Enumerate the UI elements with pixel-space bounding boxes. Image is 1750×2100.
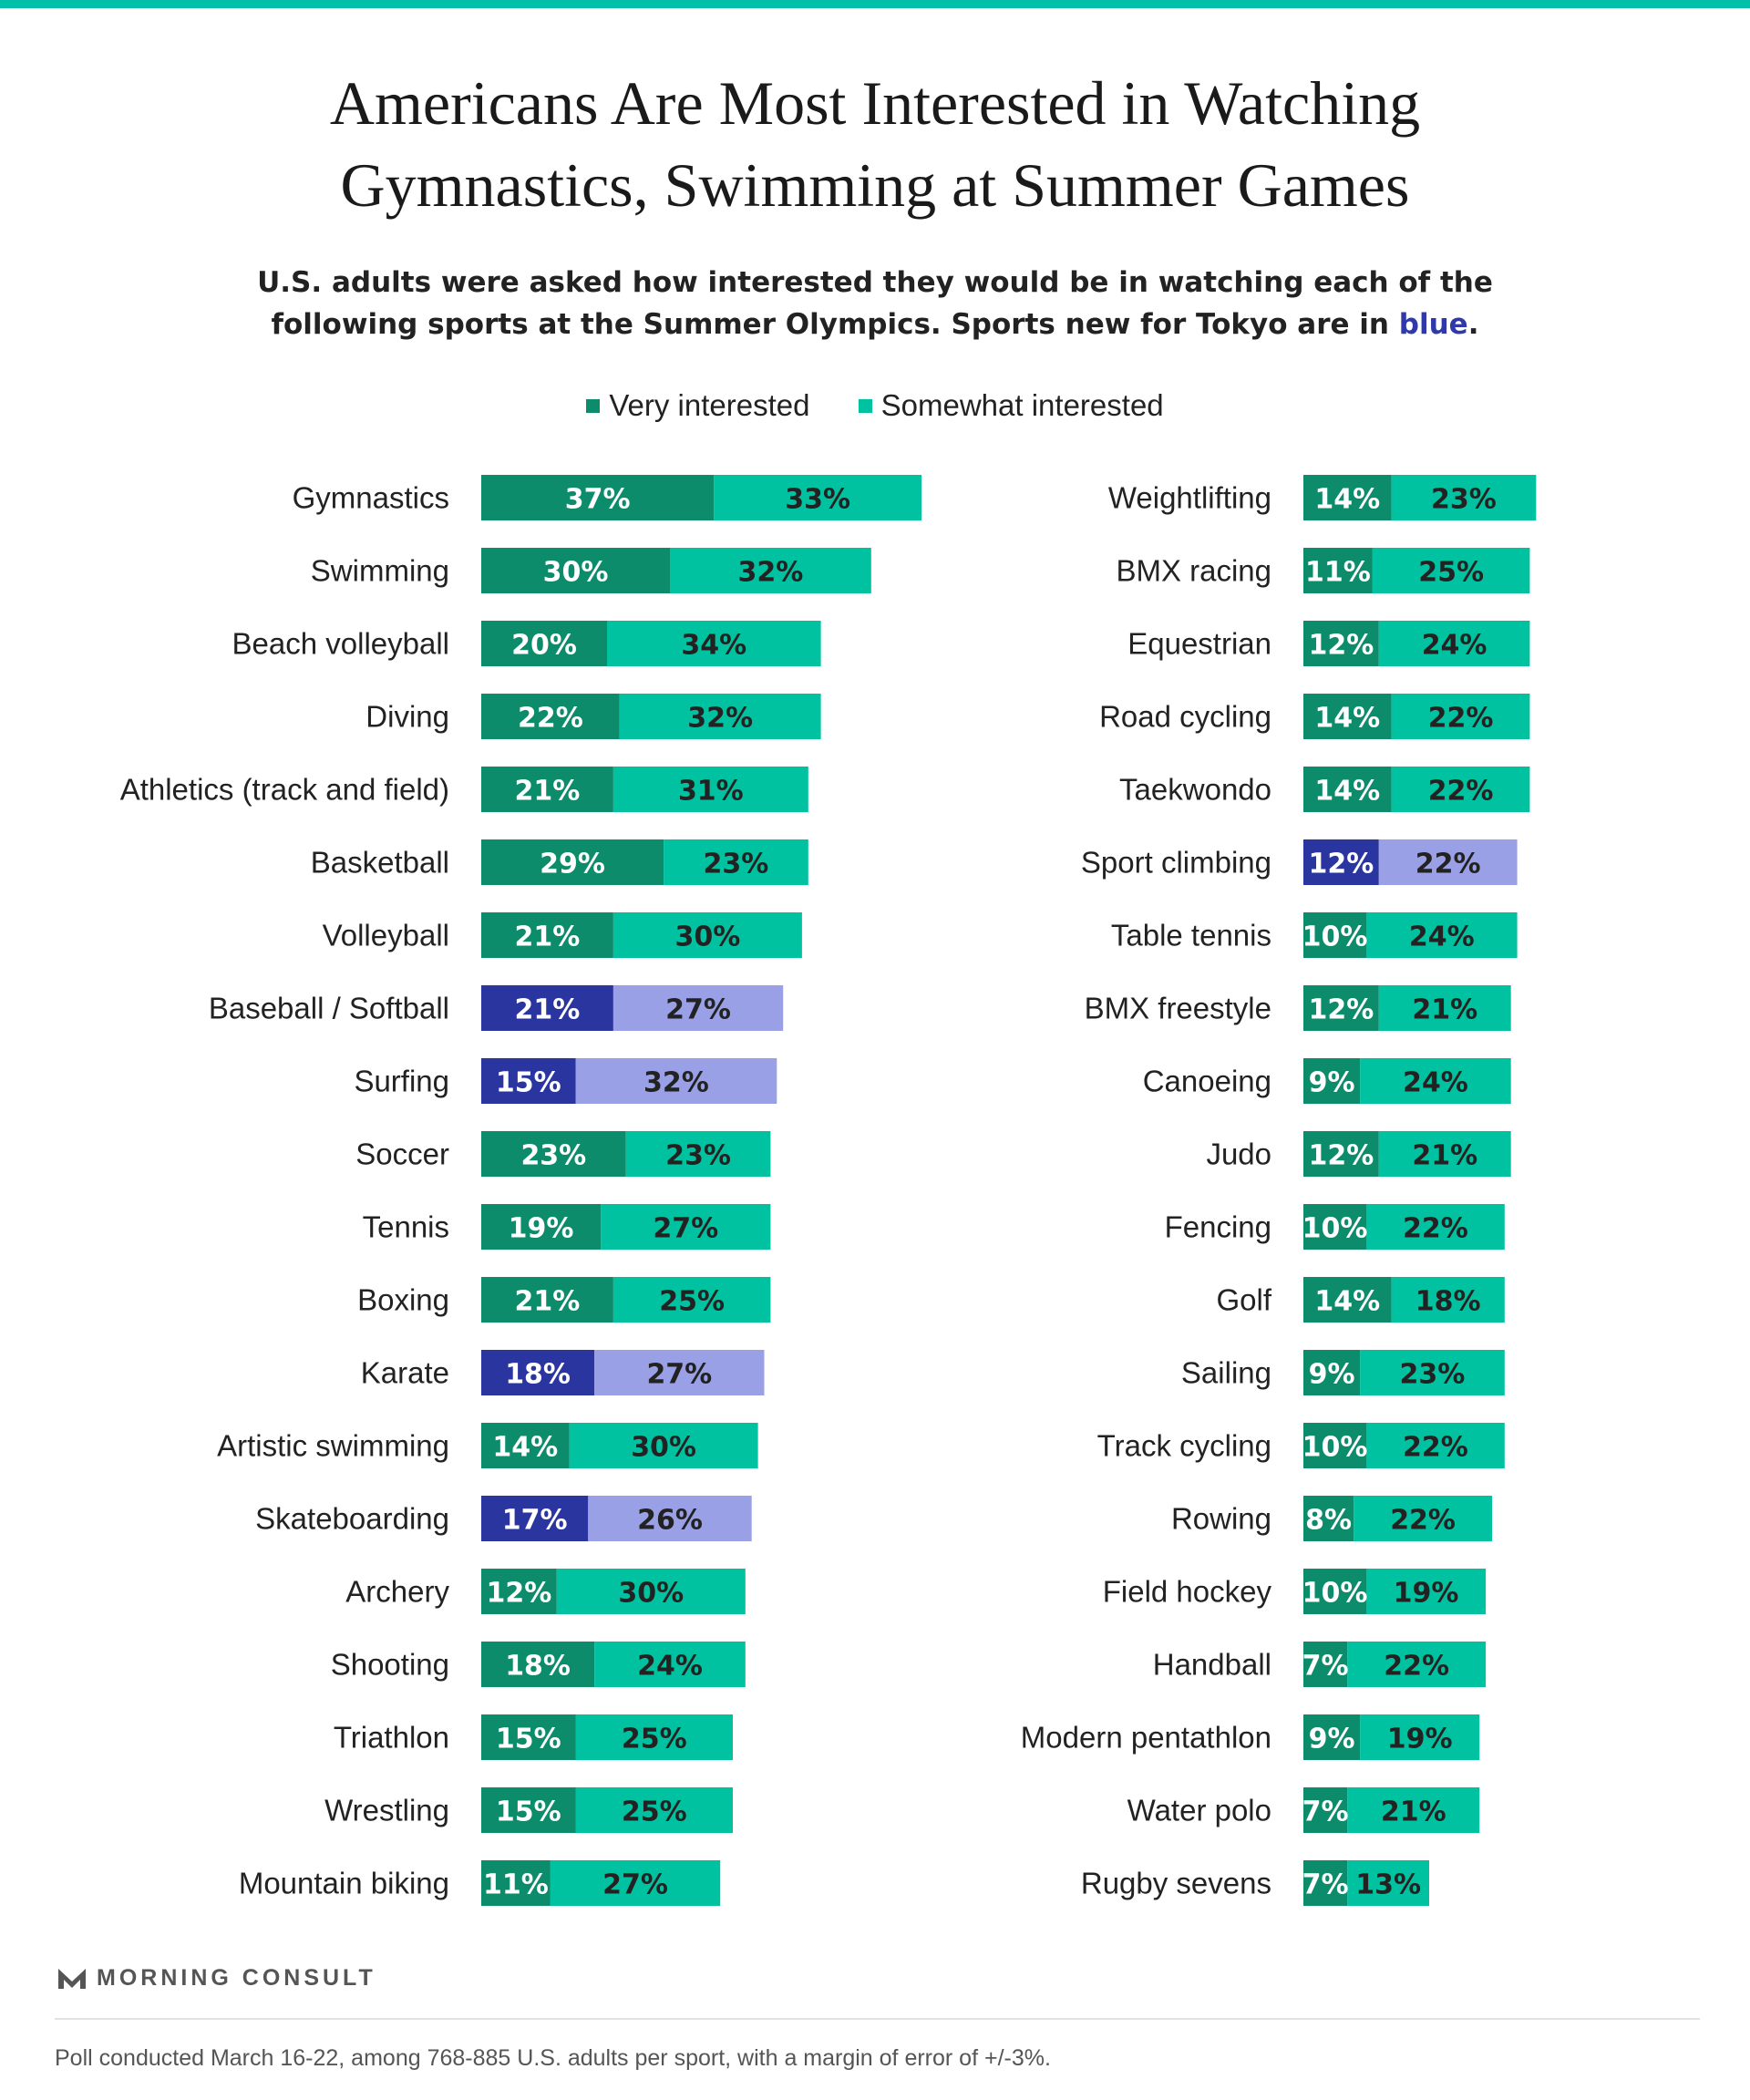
value-label-somewhat: 30% <box>674 921 741 953</box>
value-label-somewhat: 34% <box>681 629 747 662</box>
value-label-somewhat: 22% <box>1415 848 1481 880</box>
bar-row-baseball-softball <box>209 985 783 1031</box>
value-label-very: 14% <box>492 1431 559 1464</box>
category-label: Weightlifting <box>1107 480 1271 515</box>
bar-row-tennis <box>363 1204 771 1250</box>
category-label: Baseball / Softball <box>208 991 449 1025</box>
value-label-very: 18% <box>505 1650 571 1683</box>
category-label: Volleyball <box>322 918 449 952</box>
category-label: Taekwondo <box>1119 772 1271 807</box>
bar-row-karate <box>361 1350 765 1395</box>
bar-row-sailing <box>1181 1350 1505 1395</box>
category-label: Soccer <box>355 1137 449 1171</box>
bar-row-skateboarding <box>255 1496 752 1541</box>
bar-row-athletics-track-and-field <box>120 767 808 812</box>
value-label-very: 11% <box>1305 556 1371 589</box>
bar-row-boxing <box>357 1277 770 1323</box>
category-label: Modern pentathlon <box>1020 1720 1271 1755</box>
category-label: Fencing <box>1164 1210 1271 1244</box>
value-label-somewhat: 31% <box>677 775 744 808</box>
category-label: BMX racing <box>1116 553 1271 588</box>
category-label: Karate <box>360 1355 449 1390</box>
value-label-very: 14% <box>1314 702 1381 735</box>
bar-row-gymnastics <box>293 475 921 520</box>
category-label: Table tennis <box>1110 918 1271 952</box>
subtitle-text: following sports at the Summer Olympics. Sports new for Tokyo are in <box>271 308 1399 341</box>
bar-row-volleyball <box>323 912 802 958</box>
value-label-somewhat: 30% <box>631 1431 697 1464</box>
category-label: Field hockey <box>1102 1574 1271 1609</box>
value-label-very: 15% <box>495 1796 561 1828</box>
bar-row-bmx-racing <box>1116 548 1529 593</box>
bar-row-diving <box>365 694 820 739</box>
category-label: Water polo <box>1127 1793 1271 1827</box>
morning-consult-m-icon <box>57 1965 88 1991</box>
category-label: Handball <box>1152 1647 1271 1682</box>
category-label: Boxing <box>357 1282 449 1317</box>
value-label-very: 12% <box>1308 848 1374 880</box>
value-label-very: 12% <box>486 1577 552 1610</box>
category-label: Basketball <box>310 845 449 880</box>
bar-row-weightlifting <box>1108 475 1536 520</box>
value-label-very: 21% <box>514 921 581 953</box>
category-label: BMX freestyle <box>1084 991 1271 1025</box>
value-label-very: 14% <box>1314 1285 1381 1318</box>
value-label-somewhat: 33% <box>785 483 851 516</box>
value-label-very: 12% <box>1308 1139 1374 1172</box>
value-label-very: 7% <box>1302 1868 1349 1901</box>
value-label-somewhat: 22% <box>1402 1431 1468 1464</box>
chart-title <box>0 62 1750 226</box>
chart-subtitle-line-1: U.S. adults were asked how interested they would be in watching each of the <box>257 266 1493 299</box>
value-label-somewhat: 22% <box>1384 1650 1450 1683</box>
value-label-very: 20% <box>511 629 577 662</box>
bar-row-road-cycling <box>1099 694 1529 739</box>
category-label: Road cycling <box>1099 699 1271 734</box>
bar-row-beach-volleyball <box>232 621 821 666</box>
legend <box>0 383 1750 428</box>
value-label-very: 11% <box>483 1868 549 1901</box>
value-label-somewhat: 23% <box>1431 483 1497 516</box>
bar-row-shooting <box>331 1642 746 1687</box>
chart-subtitle-line-2 <box>0 304 1750 345</box>
value-label-very: 9% <box>1308 1723 1355 1755</box>
legend-label-very: Very interested <box>609 388 810 422</box>
value-label-very: 23% <box>520 1139 587 1172</box>
bar-row-rowing <box>1171 1496 1492 1541</box>
bar-row-mountain-biking <box>239 1860 720 1906</box>
value-label-somewhat: 22% <box>1390 1504 1457 1537</box>
value-label-very: 7% <box>1302 1796 1349 1828</box>
value-label-very: 10% <box>1302 1431 1368 1464</box>
bar-row-golf <box>1216 1277 1504 1323</box>
value-label-very: 15% <box>495 1723 561 1755</box>
value-label-somewhat: 23% <box>1399 1358 1466 1391</box>
bar-row-bmx-freestyle <box>1085 985 1511 1031</box>
value-label-somewhat: 22% <box>1402 1212 1468 1245</box>
category-label: Rowing <box>1170 1501 1271 1536</box>
legend-swatch-somewhat <box>859 399 872 413</box>
value-label-very: 19% <box>508 1212 574 1245</box>
value-label-very: 17% <box>501 1504 568 1537</box>
category-label: Judo <box>1206 1137 1271 1171</box>
category-label: Athletics (track and field) <box>119 772 449 807</box>
value-label-very: 21% <box>514 775 581 808</box>
value-label-very: 10% <box>1302 1577 1368 1610</box>
value-label-somewhat: 13% <box>1355 1868 1422 1901</box>
category-label: Archery <box>345 1574 449 1609</box>
value-label-somewhat: 32% <box>687 702 754 735</box>
value-label-very: 9% <box>1308 1066 1355 1099</box>
bar-row-rugby-sevens <box>1081 1860 1429 1906</box>
bar-row-water-polo <box>1127 1787 1480 1833</box>
value-label-somewhat: 21% <box>1380 1796 1446 1828</box>
bar-row-fencing <box>1165 1204 1505 1250</box>
brand-name: MORNING CONSULT <box>97 1964 376 1991</box>
chart-subtitle <box>0 262 1750 345</box>
category-label: Canoeing <box>1142 1064 1271 1098</box>
category-label: Mountain biking <box>238 1866 449 1900</box>
bar-row-swimming <box>311 548 871 593</box>
bar-row-field-hockey <box>1103 1569 1486 1614</box>
value-label-very: 21% <box>514 1285 581 1318</box>
bar-row-archery <box>345 1569 746 1614</box>
value-label-somewhat: 27% <box>665 993 731 1026</box>
legend-label-somewhat: Somewhat interested <box>880 388 1164 422</box>
value-label-somewhat: 18% <box>1415 1285 1481 1318</box>
category-label: Tennis <box>362 1210 449 1244</box>
value-label-somewhat: 32% <box>643 1066 709 1099</box>
category-label: Surfing <box>354 1064 449 1098</box>
legend-item-somewhat <box>859 383 1164 428</box>
category-label: Track cycling <box>1096 1428 1271 1463</box>
bar-row-equestrian <box>1127 621 1529 666</box>
category-label: Triathlon <box>333 1720 449 1755</box>
value-label-somewhat: 24% <box>1408 921 1475 953</box>
value-label-very: 21% <box>514 993 581 1026</box>
value-label-somewhat: 30% <box>618 1577 685 1610</box>
chart-title-line-1: Americans Are Most Interested in Watching <box>329 68 1421 138</box>
category-label: Golf <box>1216 1282 1271 1317</box>
value-label-very: 12% <box>1308 629 1374 662</box>
category-label: Wrestling <box>324 1793 449 1827</box>
value-label-somewhat: 19% <box>1393 1577 1459 1610</box>
bar-row-sport-climbing <box>1081 839 1518 885</box>
value-label-very: 10% <box>1302 921 1368 953</box>
bar-row-wrestling <box>324 1787 733 1833</box>
value-label-very: 14% <box>1314 775 1381 808</box>
bar-row-track-cycling <box>1097 1423 1505 1468</box>
value-label-somewhat: 25% <box>621 1796 687 1828</box>
bar-row-taekwondo <box>1119 767 1529 812</box>
category-label: Artistic swimming <box>217 1428 449 1463</box>
value-label-somewhat: 32% <box>737 556 804 589</box>
value-label-very: 12% <box>1308 993 1374 1026</box>
bar-row-canoeing <box>1143 1058 1511 1104</box>
value-label-very: 22% <box>517 702 583 735</box>
category-label: Diving <box>365 699 449 734</box>
subtitle-highlight: blue <box>1398 308 1468 341</box>
bar-row-judo <box>1206 1131 1510 1177</box>
value-label-very: 18% <box>505 1358 571 1391</box>
value-label-somewhat: 25% <box>621 1723 687 1755</box>
category-label: Shooting <box>330 1647 449 1682</box>
value-label-somewhat: 24% <box>1402 1066 1468 1099</box>
category-label: Sailing <box>1180 1355 1271 1390</box>
value-label-very: 7% <box>1302 1650 1349 1683</box>
bar-row-triathlon <box>334 1714 733 1760</box>
value-label-somewhat: 24% <box>637 1650 703 1683</box>
value-label-somewhat: 27% <box>646 1358 713 1391</box>
value-label-somewhat: 26% <box>637 1504 703 1537</box>
value-label-very: 9% <box>1308 1358 1355 1391</box>
category-label: Equestrian <box>1127 626 1271 661</box>
value-label-somewhat: 21% <box>1412 993 1478 1026</box>
legend-swatch-very <box>586 399 600 413</box>
stacked-bar-chart <box>0 456 1750 1932</box>
bar-row-modern-pentathlon <box>1021 1714 1479 1760</box>
bar-row-soccer <box>355 1131 770 1177</box>
morning-consult-logo <box>57 1960 376 1996</box>
value-label-somewhat: 21% <box>1412 1139 1478 1172</box>
value-label-somewhat: 23% <box>703 848 769 880</box>
chart-title-line-2: Gymnastics, Swimming at Summer Games <box>340 150 1410 220</box>
category-label: Beach volleyball <box>232 626 449 661</box>
category-label: Skateboarding <box>255 1501 449 1536</box>
value-label-very: 29% <box>540 848 605 880</box>
value-label-very: 14% <box>1314 483 1381 516</box>
bar-row-basketball <box>311 839 808 885</box>
value-label-somewhat: 25% <box>659 1285 726 1318</box>
legend-item-very <box>586 383 809 428</box>
bar-row-surfing <box>354 1058 777 1104</box>
value-label-somewhat: 22% <box>1427 775 1494 808</box>
methodology-note: Poll conducted March 16-22, among 768-885 U.S. adults per sport, with a margin of error of +/-3%. <box>55 2045 1051 2071</box>
value-label-somewhat: 24% <box>1421 629 1488 662</box>
value-label-somewhat: 25% <box>1418 556 1485 589</box>
value-label-very: 30% <box>542 556 609 589</box>
value-label-somewhat: 27% <box>602 1868 668 1901</box>
category-label: Gymnastics <box>292 480 449 515</box>
value-label-somewhat: 23% <box>665 1139 731 1172</box>
category-label: Sport climbing <box>1080 845 1271 880</box>
category-label: Swimming <box>310 553 449 588</box>
bar-row-artistic-swimming <box>217 1423 757 1468</box>
bar-row-table-tennis <box>1111 912 1518 958</box>
subtitle-period: . <box>1467 308 1479 341</box>
value-label-very: 37% <box>564 483 631 516</box>
value-label-somewhat: 27% <box>653 1212 719 1245</box>
bar-row-handball <box>1153 1642 1486 1687</box>
category-label: Rugby sevens <box>1080 1866 1271 1900</box>
footer-divider <box>55 2018 1700 2020</box>
value-label-somewhat: 22% <box>1427 702 1494 735</box>
value-label-very: 8% <box>1305 1504 1353 1537</box>
value-label-very: 10% <box>1302 1212 1368 1245</box>
value-label-very: 15% <box>495 1066 561 1099</box>
value-label-somewhat: 19% <box>1386 1723 1453 1755</box>
top-accent-rule <box>0 0 1750 8</box>
